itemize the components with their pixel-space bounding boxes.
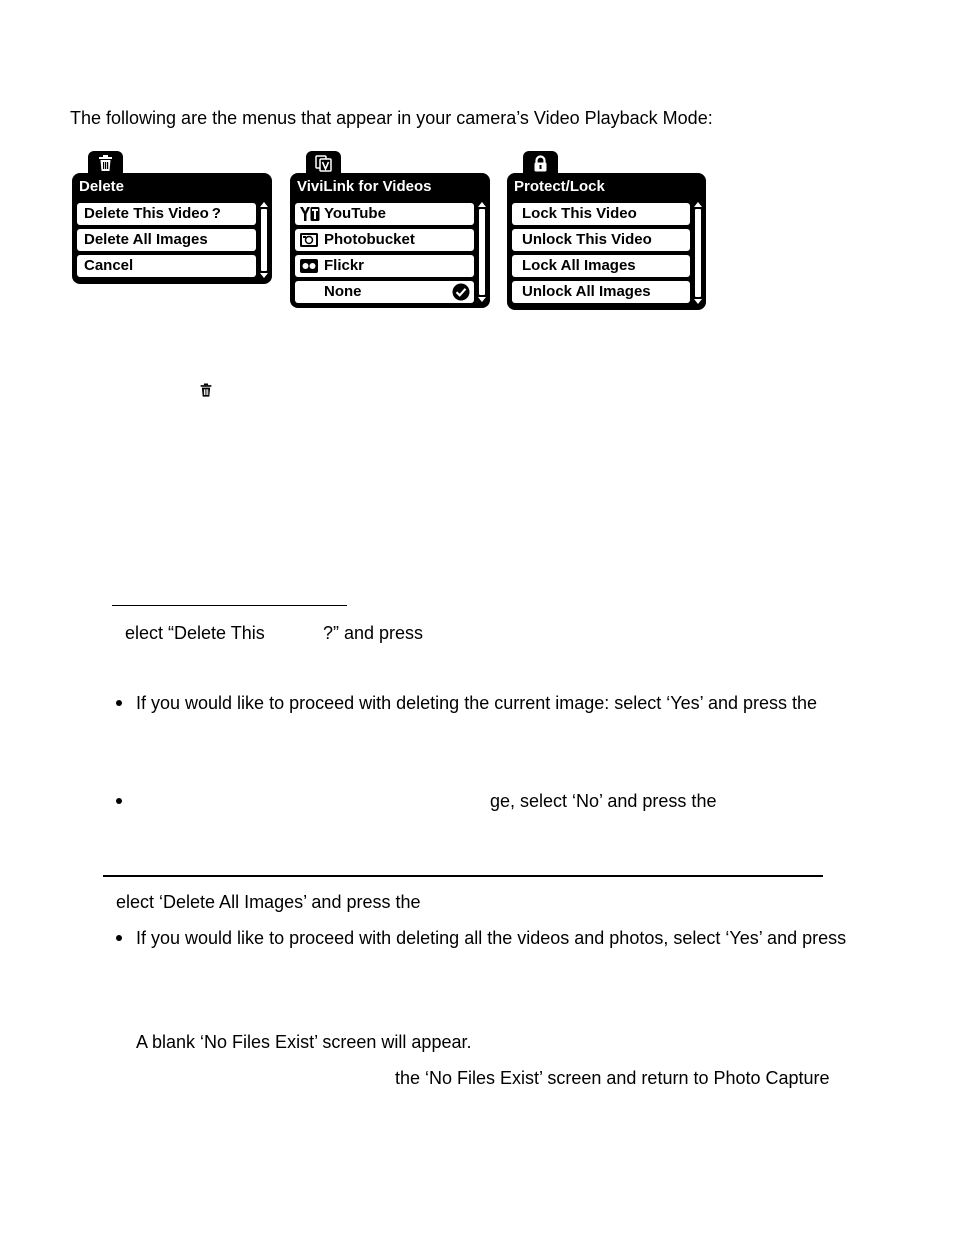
menu-item-label: Lock All Images: [522, 257, 636, 274]
scroll-down-arrow[interactable]: [260, 273, 268, 278]
vivilink-icon: [315, 155, 332, 172]
bullet-yes-text: If you would like to proceed with deleting the current image: select ‘Yes’ and press the: [136, 693, 818, 713]
section-divider: [112, 605, 347, 606]
menu-item-label: Photobucket: [324, 231, 415, 248]
menu-item-none[interactable]: [295, 281, 474, 303]
vivilink-menu: [290, 151, 490, 308]
protect-lock-menu: [507, 151, 706, 310]
vivilink-menu-title: ViviLink for Videos: [297, 178, 432, 195]
vivilink-menu-panel: [290, 173, 490, 308]
scroll-up-arrow[interactable]: [260, 202, 268, 207]
trash-icon: [199, 383, 213, 398]
menu-item-label: Flickr: [324, 257, 365, 274]
delete-menu: [72, 151, 272, 284]
delete-this-instruction: elect “Delete This: [125, 623, 265, 643]
protect-lock-menu-title: Protect/Lock: [514, 178, 605, 195]
delete-menu-title: Delete: [79, 178, 125, 195]
flickr-icon: [299, 258, 319, 274]
menu-item-label: YouTube: [324, 205, 386, 222]
checkmark-icon: [452, 283, 470, 301]
menu-item-unlock-this-video[interactable]: [512, 229, 690, 251]
lock-icon: [532, 155, 549, 172]
menu-item-delete-all-images[interactable]: [77, 229, 256, 251]
bullet-marker: [116, 700, 122, 706]
delete-all-instruction: elect ‘Delete All Images’ and press the: [116, 892, 421, 912]
menu-item-photobucket[interactable]: [295, 229, 474, 251]
menu-item-label: None: [324, 283, 362, 300]
menu-item-delete-this-video[interactable]: [77, 203, 256, 225]
menu-item-unlock-all-images[interactable]: [512, 281, 690, 303]
scroll-down-arrow[interactable]: [478, 297, 486, 302]
scrollbar[interactable]: [695, 209, 701, 297]
scroll-up-arrow[interactable]: [694, 202, 702, 207]
bullet-marker: [116, 798, 122, 804]
menu-item-cancel[interactable]: [77, 255, 256, 277]
delete-menu-panel: [72, 173, 272, 284]
intro-text: The following are the menus that appear in your camera’s Video Playback Mode:: [70, 108, 713, 128]
scroll-down-arrow[interactable]: [694, 299, 702, 304]
no-files-return-text: the ‘No Files Exist’ screen and return to Photo Capture: [395, 1068, 830, 1088]
menu-item-lock-this-video[interactable]: [512, 203, 690, 225]
menu-item-flickr[interactable]: [295, 255, 474, 277]
menu-item-label: Unlock This Video: [522, 231, 652, 248]
youtube-icon: [299, 206, 321, 222]
protect-lock-menu-panel: [507, 173, 706, 310]
menu-item-label: Delete All Images: [84, 231, 208, 248]
bullet-no-text: ge, select ‘No’ and press the: [490, 791, 717, 811]
photobucket-icon: [299, 232, 319, 248]
menu-item-label: Delete This Video ?: [84, 205, 221, 222]
menu-item-label: Unlock All Images: [522, 283, 651, 300]
section-divider: [103, 875, 823, 877]
menu-item-youtube[interactable]: [295, 203, 474, 225]
menu-item-label: Lock This Video: [522, 205, 637, 222]
bullet-all-yes-text: If you would like to proceed with deleting all the videos and photos, select ‘Yes’ and press: [136, 928, 847, 948]
scroll-up-arrow[interactable]: [478, 202, 486, 207]
scrollbar[interactable]: [479, 209, 485, 295]
no-files-text: A blank ‘No Files Exist’ screen will appear.: [136, 1032, 472, 1052]
menu-item-lock-all-images[interactable]: [512, 255, 690, 277]
menu-item-label: Cancel: [84, 257, 134, 274]
bullet-marker: [116, 935, 122, 941]
delete-this-instruction-end: ?” and press: [323, 623, 424, 643]
scrollbar[interactable]: [261, 209, 267, 271]
trash-icon: [97, 155, 114, 172]
